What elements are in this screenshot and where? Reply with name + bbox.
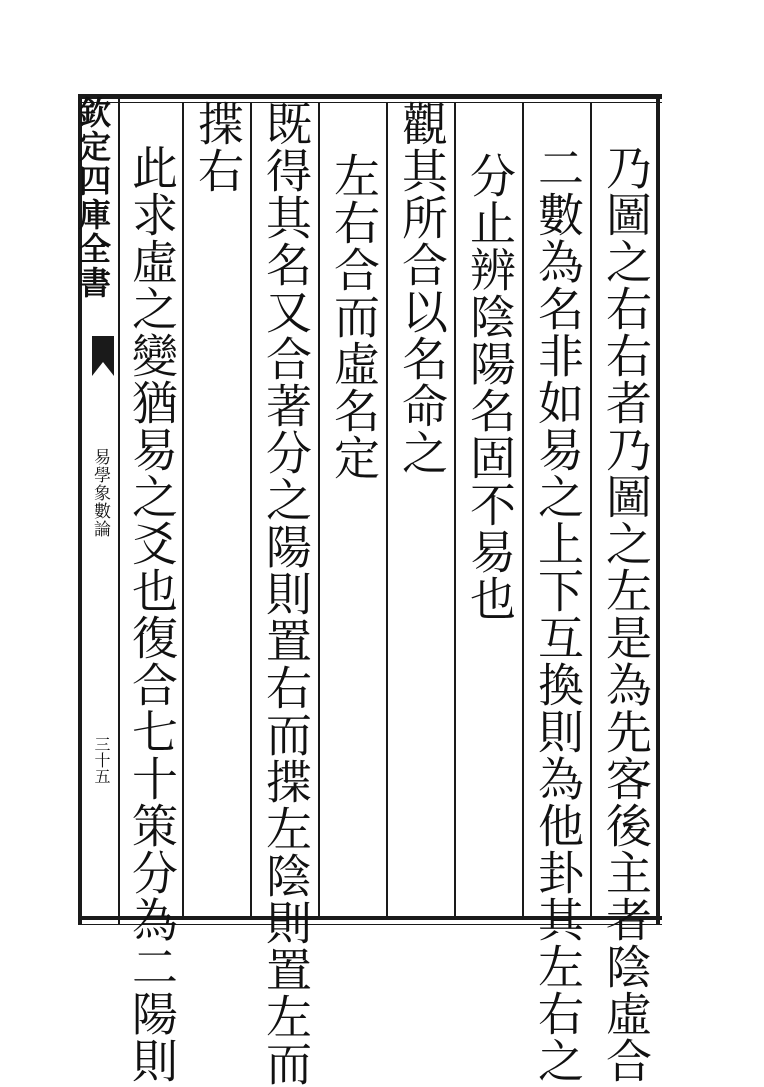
text-column-1	[598, 0, 654, 1084]
column-text: 觀其所合以名命之	[395, 100, 449, 476]
book-title: 易學象數論	[90, 448, 110, 538]
column-text: 二數為名非如易之上下互換則為他卦其左右之	[531, 144, 585, 1084]
right-border	[656, 94, 660, 925]
series-title: 欽定四庫全書	[74, 96, 112, 300]
fish-tail-icon	[92, 336, 114, 376]
text-column-5	[326, 0, 382, 1024]
text-column-4	[394, 0, 450, 1024]
text-column-7	[190, 0, 246, 1024]
column-separator	[182, 102, 184, 916]
column-separator	[590, 102, 592, 916]
text-column-2	[530, 0, 586, 1084]
column-text: 既得其名又合著分之陽則置右而揲左陰則置左而	[259, 100, 313, 1087]
page-number: 三十五	[92, 736, 111, 784]
text-column-6	[258, 0, 314, 1087]
column-separator	[454, 102, 456, 916]
column-separator	[386, 102, 388, 916]
text-column-3	[462, 0, 518, 1024]
margin-divider	[118, 94, 120, 925]
column-text: 揲右	[191, 100, 245, 194]
column-text: 分止辨陰陽名固不易也	[463, 152, 517, 622]
text-column-8	[124, 0, 180, 1084]
column-text: 此求虛之變猶易之爻也復合七十策分為二陽則	[125, 144, 179, 1084]
column-text: 左右合而虛名定	[327, 152, 381, 481]
column-text: 乃圖之右右者乃圖之左是為先客後主者陰虛合	[599, 144, 653, 1084]
column-separator	[318, 102, 320, 916]
column-separator	[250, 102, 252, 916]
column-separator	[522, 102, 524, 916]
